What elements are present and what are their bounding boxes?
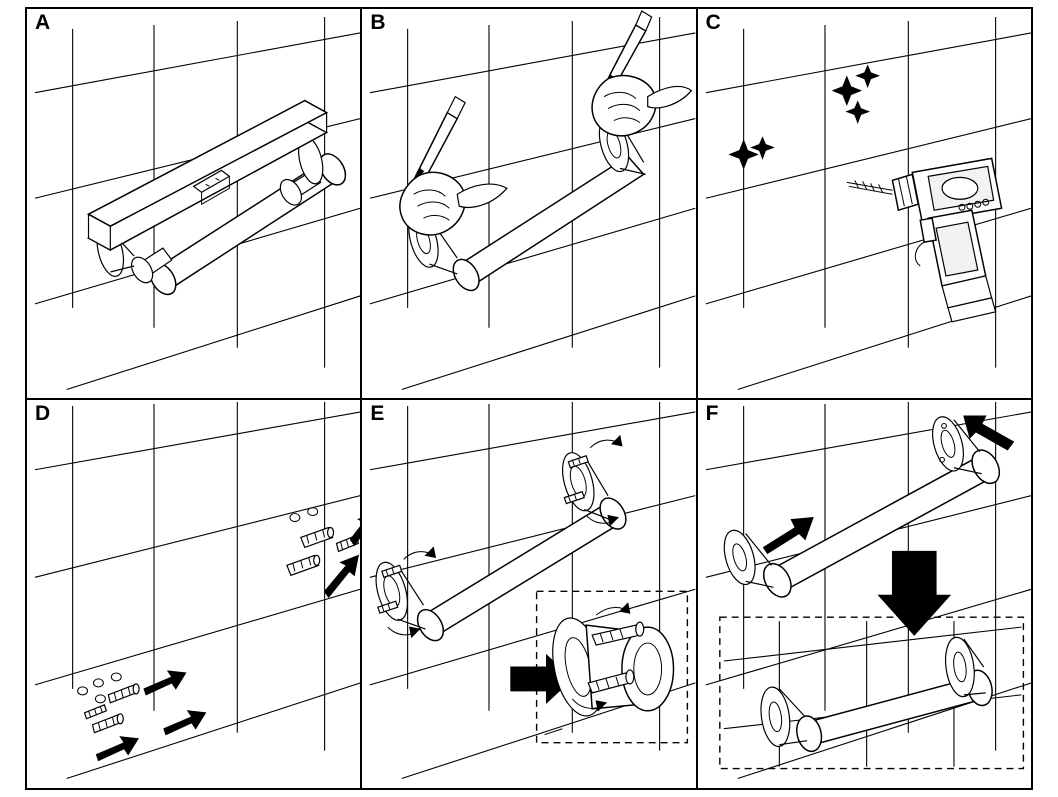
wall-plug-group-left — [78, 672, 140, 732]
panel-c-label: C — [705, 11, 721, 34]
panel-b — [360, 7, 697, 400]
detail-inset — [719, 617, 1023, 768]
panel-c-artwork — [698, 9, 1031, 398]
panel-b-artwork — [362, 9, 695, 398]
panel-f — [696, 398, 1033, 791]
panel-a — [25, 7, 362, 400]
panel-c — [696, 7, 1033, 400]
panel-f-label: F — [705, 401, 719, 425]
panel-grid — [26, 8, 1032, 789]
panel-d-artwork — [27, 400, 360, 789]
panel-a-label: A — [35, 11, 51, 34]
block-arrow-down — [878, 551, 949, 635]
panel-f-artwork — [698, 400, 1031, 789]
panel-b-label: B — [370, 11, 386, 34]
panel-e-label: E — [370, 401, 385, 425]
panel-e-artwork — [362, 400, 695, 789]
spark-marks — [729, 66, 878, 169]
arrows — [96, 509, 360, 760]
panel-e — [360, 398, 697, 791]
panel-a-artwork — [27, 9, 360, 398]
panel-d — [25, 398, 362, 791]
panel-d-label: D — [35, 401, 51, 425]
